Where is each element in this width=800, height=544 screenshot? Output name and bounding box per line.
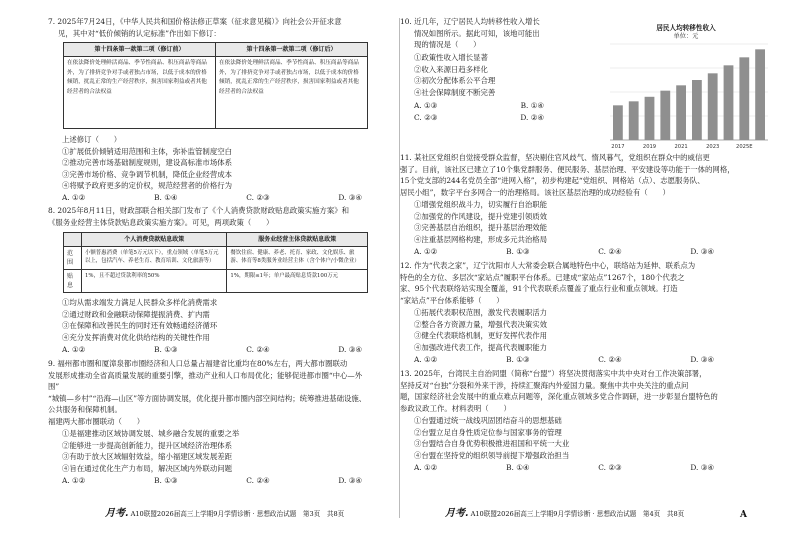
brand-logo: 月考. [105, 508, 129, 519]
choice-a[interactable]: A. ①② [414, 355, 438, 364]
choice-c[interactable]: C. ②④ [246, 345, 270, 354]
chart-bar [755, 49, 765, 140]
option-item: ④充分发挥消费对优化供给结构的关键性作用 [62, 332, 210, 342]
option-item: ④注重基层网格构建，形成多元共治格局 [414, 234, 548, 244]
question-7 [48, 16, 368, 39]
x-tick-label: 2021 [674, 144, 688, 150]
choice-a[interactable]: A. ①② [62, 476, 86, 485]
question-13 [400, 368, 780, 414]
choice-b[interactable]: B. ①④ [520, 101, 544, 110]
option-item: ①台盟通过统一战线巩固团结奋斗的思想基础 [414, 416, 562, 425]
income-chart [596, 22, 776, 152]
q8-table-header: 个人消费贷款贴息政策 [82, 233, 227, 247]
chart-svg [596, 22, 776, 152]
question-11 [400, 152, 780, 198]
x-tick-label: 2023 [706, 144, 720, 150]
q11-choices [414, 246, 714, 258]
choice-a[interactable]: A. ①② [62, 193, 86, 202]
chart-bar [692, 80, 702, 140]
chart-bar [645, 97, 655, 140]
q8-table-header [64, 233, 82, 247]
q7-stem-line: 7. 2025年7月24日，《中华人民共和国价格法修正草案（征求意见稿）》向社会公开征求意 [48, 17, 342, 26]
option-item: ②通过财政和金融联动保障提振消费、扩内需 [62, 309, 210, 319]
option-item: ②加强党的作风建设，提升党建引领质效 [414, 211, 548, 221]
choice-c[interactable]: C. ②③ [598, 463, 622, 472]
option-item: ②推动完善市场基础制度规则，建设高标准市场体系 [62, 158, 232, 168]
q8-table-header: 服务业经营主体贷款贴息政策 [227, 233, 368, 247]
choice-d[interactable]: D. ③④ [338, 345, 362, 354]
option-item: ④旨在通过优化生产力布局，解决区域内外联动问题 [62, 463, 232, 473]
choice-c[interactable]: C. ②④ [598, 355, 622, 364]
option-item: ②能够进一步提高创新能力，提升区域经济治理体系 [62, 440, 232, 450]
question-8 [48, 205, 378, 228]
choice-c[interactable]: C. ②③ [414, 112, 438, 122]
option-item: ②整合各方资源力量，增强代表决策实效 [414, 319, 548, 329]
q7-table-cell: 在依法降价处理鲜活商品、季节性商品、积压商品等商品外，为了排挤竞争对手或者独占市场，以低于成本的价格倾销，扰乱正常的生产经营秩序，损害国家利益或者其他经营者的合法权益 [216, 57, 368, 129]
q11-options [414, 199, 547, 245]
q7-table-header: 第十四条第一款第二项（修订前） [64, 43, 216, 57]
option-item: ③初次分配体系公平合理 [414, 76, 496, 86]
choice-a[interactable]: A. ①② [414, 463, 438, 472]
q8-stem-line: 《服务业经营主体贷款贴息政策实施方案》。可见，两项政策（ ） [48, 217, 274, 227]
chart-bar [708, 73, 718, 140]
option-item: ③完善市场价格、竞争调节机制，降低企业经营成本 [62, 169, 232, 179]
q8-stem-line: 8. 2025年8月11日，财政部联合相关部门发布了《个人消费贷款财政贴息政策实施方案》和 [48, 206, 349, 215]
q7-table-cell: 在依法降价处理鲜活商品、季节性商品、积压商品等商品外，为了排挤竞争对手或者独占市场，以低于成本的价格倾销，扰乱正常的生产经营秩序，损害国家利益或者其他经营者的合法权益 [64, 57, 216, 129]
option-item: ③健全代表联络机制，更好发挥代表作用 [414, 331, 548, 341]
q11-stem-line: 15个党支部的244名党员全部“进网入格”，初步构建起“党组织、网格站（点）、志愿服务队、 [400, 176, 705, 186]
q10-stem-line: 10. 近几年，辽宁居民人均转移性收入增长 [400, 17, 540, 26]
q8-table-cell: 1%，期限≤1年；单户最高贴息贷款100万元 [227, 270, 368, 293]
q9-stem-line: 福建两大都市圈联动（ ） [48, 416, 145, 426]
choice-a[interactable]: A. ①③ [414, 101, 438, 110]
q7-after: 上述修订（ ） [62, 135, 122, 144]
q13-choices [414, 462, 714, 474]
choice-b[interactable]: B. ①③ [506, 355, 530, 364]
choice-b[interactable]: B. ①③ [154, 345, 178, 354]
choice-a[interactable]: A. ①② [62, 345, 86, 354]
q11-stem-line: 11. 某社区党组织自觉接受群众监督，坚决剔住官风歧气、惰风暮气，党组织在群众中的威信更 [400, 153, 710, 162]
choice-b[interactable]: B. ①④ [506, 463, 530, 472]
chart-title: 居民人均转移性收入 [656, 24, 716, 32]
x-tick-label: 2025E [736, 144, 753, 150]
q10-stem-line: 现的情况是（ ） [414, 40, 481, 50]
q10-choices [414, 100, 544, 123]
version-mark: A [740, 510, 747, 520]
q7-table [63, 42, 368, 129]
q12-stem-line: 家、95个代表联络站实现全覆盖，91个代表联系点覆盖了重点行业和重点领域。打造 [400, 284, 678, 294]
option-item: ①拓展代表职权范围，激发代表履职活力 [414, 308, 548, 317]
footer-text: A10联盟2026届高三上学期9月学情诊断 · 思想政治试题 第3页 共8页 [130, 510, 345, 518]
option-item: ②台盟立足自身性质定位参与国家事务的管理 [414, 427, 562, 437]
choice-b[interactable]: B. ①④ [154, 193, 178, 202]
footer-right [445, 504, 684, 519]
option-item: ④社会保障制度不断完善 [414, 87, 496, 97]
q9-options [62, 428, 239, 474]
choice-c[interactable]: C. ②④ [598, 247, 622, 256]
x-tick-label: 2017 [611, 144, 625, 150]
option-item: ①政策性收入增长显著 [414, 53, 488, 62]
choice-b[interactable]: B. ①③ [154, 476, 178, 485]
footer-left [105, 504, 344, 519]
q11-stem-line: 居民小组”，数字平台多网合一的治理格局。该社区基层治理的成功经验有（ ） [400, 187, 670, 197]
q13-stem-line: 13. 2025年，台湾民主自治同盟（简称“台盟”）将坚决贯彻落实中共中央对台工作决策部署， [400, 369, 707, 378]
option-item: ③在保障和改善民生的同时还有效畅通经济循环 [62, 321, 218, 331]
q9-stem-line: “城镇—乡村”“沿海—山区”等方面协调发展，优化提升都市圈内部空间结构；统筹推进基础设施、公共服务和保障机制。 [48, 393, 367, 415]
option-item: ②收入来源日趋多样化 [414, 64, 488, 74]
q12-choices [414, 354, 714, 366]
q12-stem-line: 特色的全方位、多层次“家站点”履职平台体系。已建成“家站点”1267个，180个代表之 [400, 272, 685, 282]
choice-d[interactable]: D. ③④ [338, 476, 362, 485]
option-item: ①是福建推动区域协调发展、城乡融合发展的重要之举 [62, 429, 240, 438]
q8-table-cell: 餐饮住宿、健康、养老、托育、家政、文化娱乐、旅游、体育等8类服务业经营主体（含个体户/小微企业） [227, 247, 368, 270]
q11-stem-line: 强了。目前，该社区已建立了10个集党群服务、便民服务、基层治理、平安建设等功能于一体的网格， [400, 164, 735, 174]
chart-bar [724, 65, 734, 140]
option-item: ④加强改进代表工作，提高代表履职能力 [414, 342, 548, 352]
page-right [400, 0, 800, 544]
chart-bar [660, 91, 670, 140]
choice-d[interactable]: D. ③④ [690, 463, 714, 472]
q13-options [414, 415, 569, 461]
choice-a[interactable]: A. ①② [414, 247, 438, 256]
chart-bar [629, 101, 639, 140]
question-12 [400, 260, 780, 306]
choice-d[interactable]: D. ②④ [520, 112, 544, 122]
chart-bar [739, 57, 749, 140]
q8-table [63, 232, 368, 293]
q7-stem-line: 见，其中对“低价倾销的认定标准”作出如下修订： [58, 28, 221, 38]
q8-row-label: 贴息 [64, 270, 82, 293]
brand-logo: 月考. [445, 508, 469, 519]
option-item: ①均从需求端发力满足人民群众多样化消费需求 [62, 298, 218, 307]
q12-stem-line: “家站点”平台体系能够（ ） [400, 295, 504, 305]
q12-stem-line: 12. 作为“代表之家”，辽宁沈阳市人大常委会联合属地特色中心，联络站为延伸、联系点为 [400, 261, 696, 270]
chart-subtitle: 单位：元 [673, 33, 699, 40]
option-item: ③台盟结合自身优势积极推进祖国和平统一大业 [414, 439, 570, 449]
choice-d[interactable]: D. ③④ [338, 193, 362, 202]
option-item: ③完善基层自治组织，提升基层治理效能 [414, 223, 548, 233]
q7-choices [62, 192, 362, 204]
choice-c[interactable]: C. ②④ [246, 476, 270, 485]
choice-c[interactable]: C. ②③ [246, 193, 270, 202]
q12-options [414, 307, 547, 353]
q9-choices [62, 475, 362, 487]
q8-row-label: 范围 [64, 247, 82, 270]
q13-stem-line: 坚持反对“台独”分裂和外来干涉，持续汇聚海内外爱国力量。聚焦中共中央关注的重点问 [400, 380, 689, 390]
choice-d[interactable]: D. ③④ [690, 247, 714, 256]
q7-table-header: 第十四条第一款第二项（修订后） [216, 43, 368, 57]
q7-options [62, 134, 232, 192]
option-item: ①增强党组织战斗力，切实履行自治职能 [414, 200, 548, 209]
q13-stem-line: 题，国家经济社会发展中的重点难点问题等，深化重点领域多党合作调研，进一步彰显台盟特色的 [400, 392, 718, 402]
chart-bar [613, 105, 623, 140]
q8-table-cell: 小额普惠消费（单笔5万元以下），重点领域（单笔5万元以上，包括汽车、养老生育、教育培训、文化旅游等） [82, 247, 227, 270]
q10-stem-line: 情况如图所示。据此可知，该地可能出 [414, 28, 540, 38]
q8-choices [62, 344, 362, 356]
question-9 [48, 358, 373, 428]
choice-b[interactable]: B. ①③ [506, 247, 530, 256]
option-item: ③有助于放大区域辐射效益，缩小福建区域发展差距 [62, 452, 232, 462]
chart-bar [676, 85, 686, 140]
option-item: ④将赋予政府更多的定价权，规范经营者的价格行为 [62, 181, 232, 191]
q9-stem-line: 9. 福州都市圈和厦漳泉都市圈经济和人口总量占福建省比重均在80%左右，两大都市圈联动 [48, 359, 348, 368]
q8-options [62, 297, 217, 343]
q10-options [414, 52, 495, 98]
option-item: ①扩展低价倾销适用范围和主体，弥补监管制度空白 [62, 146, 232, 156]
q9-stem-line: 发展形成推动全省高质量发展的重要引擎，推动产业和人口布局优化；能够促进都市圈“中心—外围” [48, 370, 363, 392]
question-10 [400, 16, 600, 51]
choice-d[interactable]: D. ③④ [690, 355, 714, 364]
option-item: ④台盟在坚持党的组织领导前提下增强政治担当 [414, 450, 570, 460]
footer-text: A10联盟2026届高三上学期9月学情诊断 · 思想政治试题 第4页 共8页 [470, 510, 685, 518]
x-tick-label: 2019 [642, 144, 657, 150]
q13-stem-line: 参政议政工作。材料表明（ ） [400, 403, 511, 413]
q8-table-cell: 1%，且不超过贷款利率的50% [82, 270, 227, 293]
